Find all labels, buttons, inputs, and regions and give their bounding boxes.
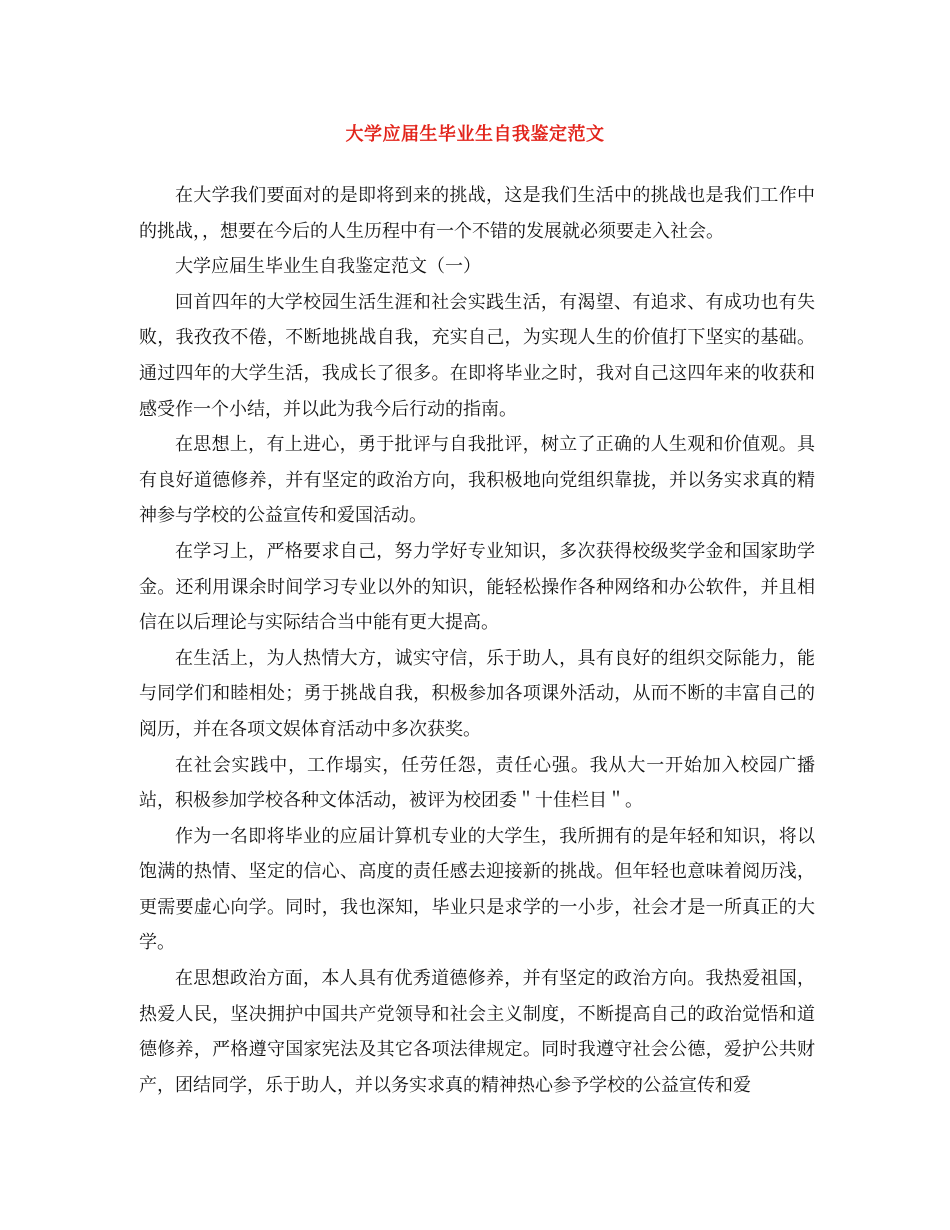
paragraph-politics: 在思想政治方面，本人具有优秀道德修养，并有坚定的政治方向。我热爱祖国，热爱人民，坚决拥护中国共产党领导和社会主义制度，不断提高自己的政治觉悟和道德修养，严格遵守国家宪法及其它各项法律规定。同时我遵守社会公德，爱护公共财产，团结同学，乐于助人，并以务实求真的精神热心参予学校的公益宣传和爱 <box>139 968 815 1096</box>
paragraph-study: 在学习上，严格要求自己，努力学好专业知识，多次获得校级奖学金和国家助学金。还利用课余时间学习专业以外的知识，能轻松操作各种网络和办公软件，并且相信在以后理论与实际结合当中能有更大提高。 <box>139 540 815 634</box>
section-heading: 大学应届生毕业生自我鉴定范文（一） <box>175 256 481 278</box>
paragraph-graduate: 作为一名即将毕业的应届计算机专业的大学生，我所拥有的是年轻和知识，将以饱满的热情、坚定的信心、高度的责任感去迎接新的挑战。但年轻也意味着阅历浅，更需要虚心向学。同时，我也深知，毕业只是求学的一小步，社会才是一所真正的大学。 <box>139 825 815 954</box>
paragraph-intro: 在大学我们要面对的是即将到来的挑战，这是我们生活中的挑战也是我们工作中的挑战，，想要在今后的人生历程中有一个不错的发展就必须要走入社会。 <box>139 185 815 242</box>
document-body <box>139 178 815 1103</box>
paragraph-practice: 在社会实践中，工作塌实，任劳任怨，责任心强。我从大一开始加入校园广播站，积极参加学校各种文体活动，被评为校团委＂十佳栏目＂。 <box>139 754 815 812</box>
document-title: 大学应届生毕业生自我鉴定范文 <box>345 124 605 145</box>
paragraph-review: 回首四年的大学校园生活生涯和社会实践生活，有渴望、有追求、有成功也有失败，我孜孜不倦，不断地挑战自我，充实自己，为实现人生的价值打下坚实的基础。通过四年的大学生活，我成长了很多。在即将毕业之时，我对自己这四年来的收获和感受作一个小结，并以此为我今后行动的指南。 <box>139 291 815 420</box>
paragraph-life: 在生活上，为人热情大方，诚实守信，乐于助人，具有良好的组织交际能力，能与同学们和睦相处；勇于挑战自我，积极参加各项课外活动，从而不断的丰富自己的阅历，并在各项文娱体育活动中多次获奖。 <box>139 647 815 740</box>
paragraph-thought: 在思想上，有上进心，勇于批评与自我批评，树立了正确的人生观和价值观。具有良好道德修养，并有坚定的政治方向，我积极地向党组织靠拢，并以务实求真的精神参与学校的公益宣传和爱国活动。 <box>139 434 815 527</box>
